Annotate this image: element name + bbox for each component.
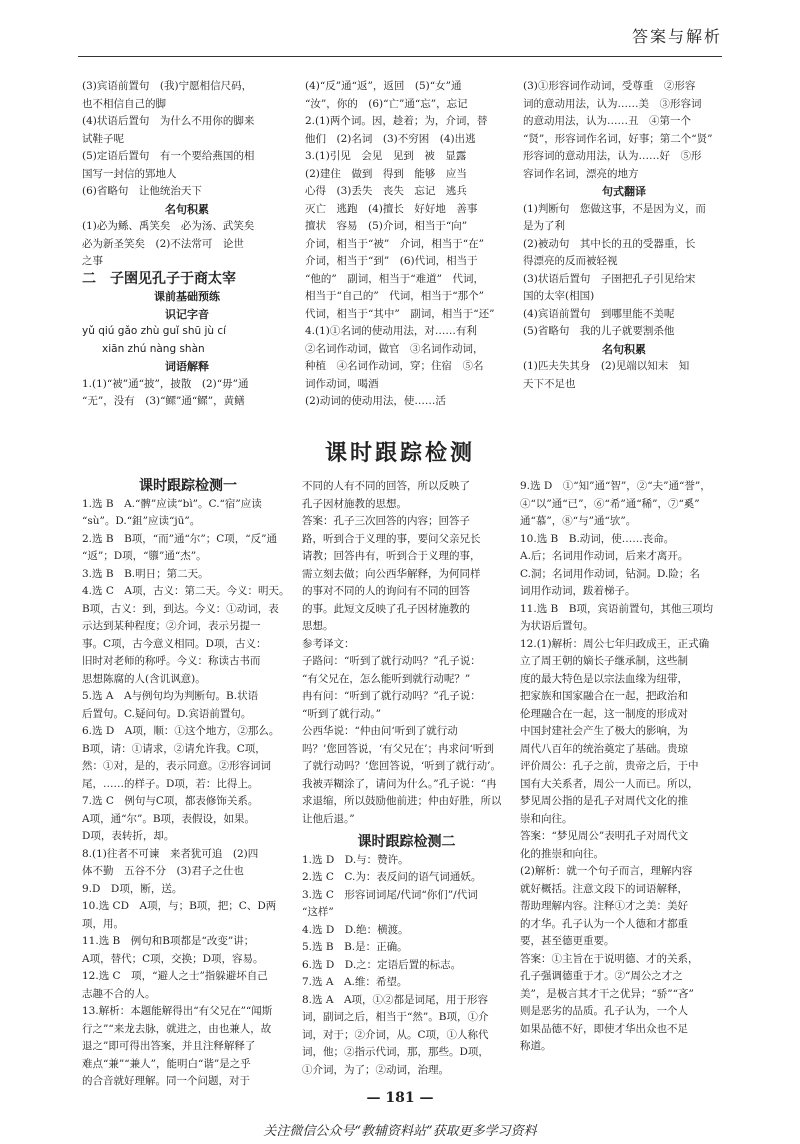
text-block [82,78,292,201]
text-line: 形容词的意动用法，认为……好 ⑤形 [523,150,702,162]
text-line: 1.选 D D.与：赞许。 [302,853,409,866]
text-line: (4)“反”通“返”，返回 (5)“女”通 [305,80,462,92]
text-line: (2)动词的使动用法，使……活 [305,395,446,407]
text-line: A项，替代；C项，交换；D项，容易。 [82,952,264,965]
text-line: C.洞；名词用作动词，钻洞。D.险；名 [520,567,700,580]
text-line: 词，副词之后，相当于“然”。B项，①介 [302,1011,489,1023]
text-line: 天下不足也 [523,377,576,390]
text-line: 的意动用法，认为……丑 ④第一个 [523,115,691,127]
text-line: 4.(1)①名词的使动用法，对……有利 [305,325,477,337]
heading-mingju: 名句积累 [602,342,646,356]
text-line: 思想陈腐的人(含讥讽意)。 [82,672,206,685]
text-line: 答案：“梦见周公”表明孔子对周代文 [520,830,689,842]
page-header [0,0,800,60]
text-line: 国的太宰(相国) [523,290,595,302]
text-line: 2.(1)两个词。因，趁着；为，介词，替 [305,115,488,127]
text-line: 事。C项，古今意义相同。D项，古义： [82,637,267,650]
text-line: 1.选 B A.“髀”应读“bì”。C.“宿”应读 [82,497,262,510]
text-line: “sù”。D.“鉏”应读“jū”。 [82,515,201,527]
text-line: 参考译文： [302,637,355,650]
text-line: D项，表转折，却。 [82,830,175,842]
text-line: 梦见周公指的是孔子对周代文化的推 [520,795,688,807]
text-line: 不同的人有不同的回答，所以反映了 [302,480,470,492]
text-line: 化的推崇和向往。 [520,847,604,860]
text-line: 6.选 D D.之：定语后置的标志。 [302,958,462,971]
text-line: 之事 [82,255,103,267]
text-line: “返”；D项，“隳”通“杰”。 [82,550,207,562]
text-line: 词，对于；②介词，从。C项，①人称代 [302,1028,489,1041]
text-line: “贤”，形容词作名词，好事；第二个“贤” [523,132,713,145]
text-line: 7.选 C 例句与C项，都表修饰关系。 [82,795,259,807]
text-line: “他的” 副词，相当于“难道” 代词， [305,272,484,285]
text-line: 1.(1)“被”通“披”，披散 (2)“毋”通 [82,377,249,390]
text-line: 然：①对，是的，表示同意。②形容词词 [82,760,271,772]
text-line: 答案：孔子三次回答的内容；回答子 [302,515,470,527]
text-line: 10.选 CD A项，与；B项，把；C、D两 [82,900,277,912]
text-line: 吗？’您回答说，‘有父兄在’；冉求问‘听到 [302,742,494,755]
text-line: 介词，相当于“到” (6)代词，相当于 [305,255,478,267]
text-line: 擅状 容易 (5)介词，相当于“向” [305,220,468,232]
text-line: 公西华说：“仲由问‘听到了就行动 [302,725,458,737]
text-line: 体不勤 五谷不分 (3)君子之仕也 [82,865,244,877]
text-line: (1)匹夫失其身 (2)见端以知末 知 [523,360,690,372]
text-block [82,218,292,271]
text-line: 必为新圣笑矣 (2)不法常可 论世 [82,237,244,250]
text-line: 要，甚至德更重要。 [520,935,615,947]
text-block [523,78,725,183]
section-title-2: 课时跟踪检测二 [357,834,456,850]
text-line: “听到了就行动。” [302,707,381,720]
text-line: B项，古义：到，到达。今义：①动词，表 [82,602,279,615]
text-line: 项，用。 [82,917,124,930]
text-line: 旧时对老师的称呼。今义：称读古书而 [82,655,261,667]
text-line: ④“以”通“已”，⑥“希”通“稀”，⑦“奚” [520,497,700,510]
text-line: A.后；名词用作动词，后来才离开。 [520,550,689,562]
text-line: 的事。此短文反映了孔子因材施教的 [302,602,470,615]
text-line: 美”，是极言其才干之优异；“骄”“吝” [520,987,694,1000]
text-line: (5)定语后置句 有一个要给燕国的相 [82,150,255,162]
text-line: 路，听到合于义理的事，要问父亲兄长 [302,532,481,545]
text-line: 5.选 A A与例句均为判断句。B.状语 [82,690,259,702]
text-line: 伦理融合在一起，这一制度的形成对 [520,707,688,720]
text-line: 思想。 [302,620,334,632]
text-line: 11.选 B B项，宾语前置句，其他三项均 [520,602,713,615]
text-line: 9.D D项，断，送。 [82,882,183,895]
text-block [305,78,510,411]
text-line: 也不相信自己的脚 [82,97,166,110]
text-line: 是为了利 [523,220,565,232]
text-line: 试鞋子呢 [82,132,124,145]
text-line: 度的最大特色是以宗法血缘为纽带， [520,672,688,685]
text-line: 种植 ④名词作动词，穿；住宿 ⑤名 [305,360,484,372]
text-line: 3.(1)引见 会见 见到 被 显露 [305,150,467,162]
text-line: 他们 (2)名词 (3)不穷困 (4)出逃 [305,132,476,145]
text-line: A项，通“尔”。B项，表假设，如果。 [82,812,256,825]
text-line: 词的意动用法，认为……美 ③形容词 [523,97,702,110]
text-line: 退之”即可得出答案，并且注释解释了 [82,1040,256,1052]
text-block [82,496,294,1091]
text-line: (4)状语后置句 为什么不用你的脚来 [82,115,255,127]
text-line: 的事对不同的人的询问有不同的回答 [302,585,470,597]
text-line: 11.选 B 例句和B项都是“改变”讲； [82,935,255,947]
text-block [520,478,725,1056]
footer-note: 关注微信公众号“教辅资料站”获取更多学习资料 [263,1124,537,1139]
text-block [523,358,725,393]
text-line: (4)宾语前置句 到哪里能不美呢 [523,307,675,320]
text-line: 评价周公：孔子之前，贵帝之后，于中 [520,760,699,772]
header-title: 答案与解析 [631,27,722,46]
heading-ciyu: 词语解释 [165,360,209,373]
text-line: 4.选 D D.绝：横渡。 [302,923,409,936]
text-line: ②名词作动词，做官 ③名词作动词， [305,342,484,355]
text-line: 通“慕”，⑧“与”通“欤”。 [520,515,637,527]
text-line: 4.选 C A项，古义：第二天。今义：明天。 [82,585,290,597]
heading-mingju: 名句积累 [165,202,209,216]
text-line: (6)省略句 让他统治天下 [82,185,202,197]
text-line: B项，请：①请求，②请允许我。C项， [82,742,266,755]
text-block [302,478,511,828]
text-line: 尾，……的样子。D项，若：比得上。 [82,777,259,790]
section-title-1: 课时跟踪检测一 [139,478,237,494]
text-line: (3)状语后置句 子圉把孔子引见给宋 [523,272,696,285]
text-line: 7.选 A A.维：希望。 [302,976,408,988]
answer-column-3 [523,78,725,393]
text-line: 词，他；②指示代词，那，那些。D项， [302,1046,489,1058]
text-line: 5.选 B B.是：正确。 [302,941,408,953]
text-line: ①介词，为了；②动词，治理。 [302,1063,449,1076]
text-line: 的才华。孔子认为一个人德和才都重 [520,917,688,930]
text-line: 词作动词，喝酒 [305,377,379,390]
text-line: “这样” [302,906,334,918]
text-line: 孔子强调德重于才。②“周公之才之 [520,970,683,982]
text-line: (3)宾语前置句 (我)宁愿相信尺码， [82,80,253,92]
text-line: 行之”“来龙去脉，就进之，由也兼人，故 [82,1022,272,1035]
section-big-title: 课时跟踪检测 [324,440,475,466]
text-line: 的合音就好理解。同一个问题，对于 [82,1075,250,1087]
text-line: 国有大关系者，周公一人而已。所以， [520,777,699,790]
text-line: 就好概括。注意文段下的词语解释， [520,882,688,895]
text-line: 称道。 [520,1040,552,1052]
page-number: — 181 — [366,1090,434,1106]
text-line: (2)解析：就一个句子而言，理解内容 [520,865,693,877]
text-line: 介词，相当于“被” 介词，相当于“在” [305,237,484,250]
answer-column-5 [302,478,511,1079]
text-line: 请教；回答冉有，听到合于义理的事， [302,550,481,562]
answer-column-4 [82,478,294,1091]
text-line: 词用作动词，跋着梯子。 [520,585,636,597]
answer-column-2 [305,78,510,411]
text-line: 9.选 D ①“知”通“智”，②“夫”通“誉”， [520,480,711,492]
pinyin-line-1: yǔ qiú gǎo zhù guǐ shū jù cí [82,325,227,337]
text-line: 2.选 B B项，“而”通“尔”；C项，“反”通 [82,532,278,545]
text-line: 我被弄糊涂了，请问为什么。”孔子说：“冉 [302,777,497,790]
heading-zizhi: 识记字音 [165,307,209,321]
text-line: 12.(1)解析：周公七年归政成王，正式确 [520,637,710,650]
heading-fanyi: 句式翻译 [602,185,646,198]
text-block [82,376,292,411]
text-line: 6.选 D A项，顺：①这个地方，②那么。 [82,725,280,737]
text-line: 把家族和国家融合在一起，把政治和 [520,690,688,702]
text-line: 答案：①主旨在于说明德、才的关系， [520,952,699,965]
pinyin-line-2: xiān zhú nàng shàn [102,342,205,355]
text-line: (1)判断句 您做这事，不是因为义，而 [523,202,706,215]
text-line: “汝”，你的 (6)“亡”通“忘”，忘记 [305,97,468,110]
text-line: 求退缩，所以鼓励他前进；仲由好胜，所以 [302,795,502,807]
text-line: 孔子因材施教的思想。 [302,497,407,510]
text-line: 心得 (3)丢失 丧失 忘记 逃兵 [305,185,467,197]
text-line: 崇和向往。 [520,812,573,825]
lesson-title: 二 子圉见孔子于商太宰 [82,270,236,287]
text-line: 需立刻去做；向公西华解释，为何同样 [302,567,481,580]
answer-column-6 [520,478,725,1056]
text-block [523,201,725,341]
text-line: (3)①形容词作动词，受尊重 ②形容 [523,80,696,92]
text-line: 2.选 C C.为：表反问的语气词通妖。 [302,871,482,883]
text-line: 得漂亮的反而被轻视 [523,255,618,267]
text-line: 3.选 C 形容词词尾/代词“你们”/代词 [302,888,478,901]
text-line: 中国封建社会产生了极大的影响，为 [520,725,688,737]
text-line: 10.选 B B.动词，使……丧命。 [520,532,675,545]
text-line: 让他后退。” [302,812,355,825]
text-line: 国写一封信的郢地人 [82,167,177,180]
text-block [302,852,511,1080]
text-line: 相当于“自己的” 代词，相当于“那个” [305,290,484,302]
text-line: (2)被动句 其中长的丑的受器重，长 [523,237,696,250]
text-line: (2)建住 做到 得到 能够 应当 [305,167,467,180]
text-line: 周代八百年的统治奠定了基础。贵琼 [520,742,688,755]
text-line: 8.(1)往者不可谏 来者犹可追 (2)四 [82,847,259,860]
text-line: 13.解析：本题能解得出“有父兄在”“闻斯 [82,1005,273,1017]
text-line: 8.选 A A项，①②都是词尾，用于形容 [302,993,489,1006]
text-line: 如果品德不好，即使才华出众也不足 [520,1022,688,1035]
text-line: 子路问：“听到了就行动吗？”孔子说： [302,655,481,667]
text-line: 代词，相当于“其中” 副词，相当于“还” [305,307,495,320]
text-line: 12.选 C 项，“避人之士”指躲避坏自己 [82,970,268,982]
text-line: 示达到某种程度；②介词，表示另提一 [82,620,261,632]
text-line: (1)必为鲧、禹笑矣 必为汤、武笑矣 [82,220,255,232]
text-line: 难点“兼”“兼人”，能明白“谐”是之乎 [82,1057,251,1070]
text-line: 了就行动吗？’您回答说，‘听到了就行动’。 [302,760,502,772]
text-line: (5)省略句 我的儿子就要割杀他 [523,325,675,337]
text-line: 冉有问：“听到了就行动吗？”孔子说： [302,690,481,702]
text-line: 帮助理解内容。注释①才之美：美好 [520,900,688,912]
header-rule [78,56,722,57]
text-line: 3.选 B B.明日；第二天。 [82,567,209,580]
answer-column-1 [82,78,292,411]
heading-yuxi: 课前基础预练 [154,290,220,303]
text-line: 则是恶劣的品质。孔子认为，一个人 [520,1005,688,1017]
text-line: “无”，没有 (3)“鳏”通“鳏”，黄鳝 [82,395,245,407]
text-line: 立了周王朝的嫡长子继承制，这些制 [520,655,688,667]
text-line: “有父兄在，怎么能听到就行动呢？” [302,672,471,685]
text-line: 志趣不合的人。 [82,987,156,1000]
text-line: 容词作名词，漂亮的地方 [523,167,639,180]
text-line: 后置句。C.疑问句。D.宾语前置句。 [82,707,252,720]
text-line: 灭亡 逃跑 (4)擅长 好好地 善事 [305,202,478,215]
text-line: 为状语后置句。 [520,620,594,632]
